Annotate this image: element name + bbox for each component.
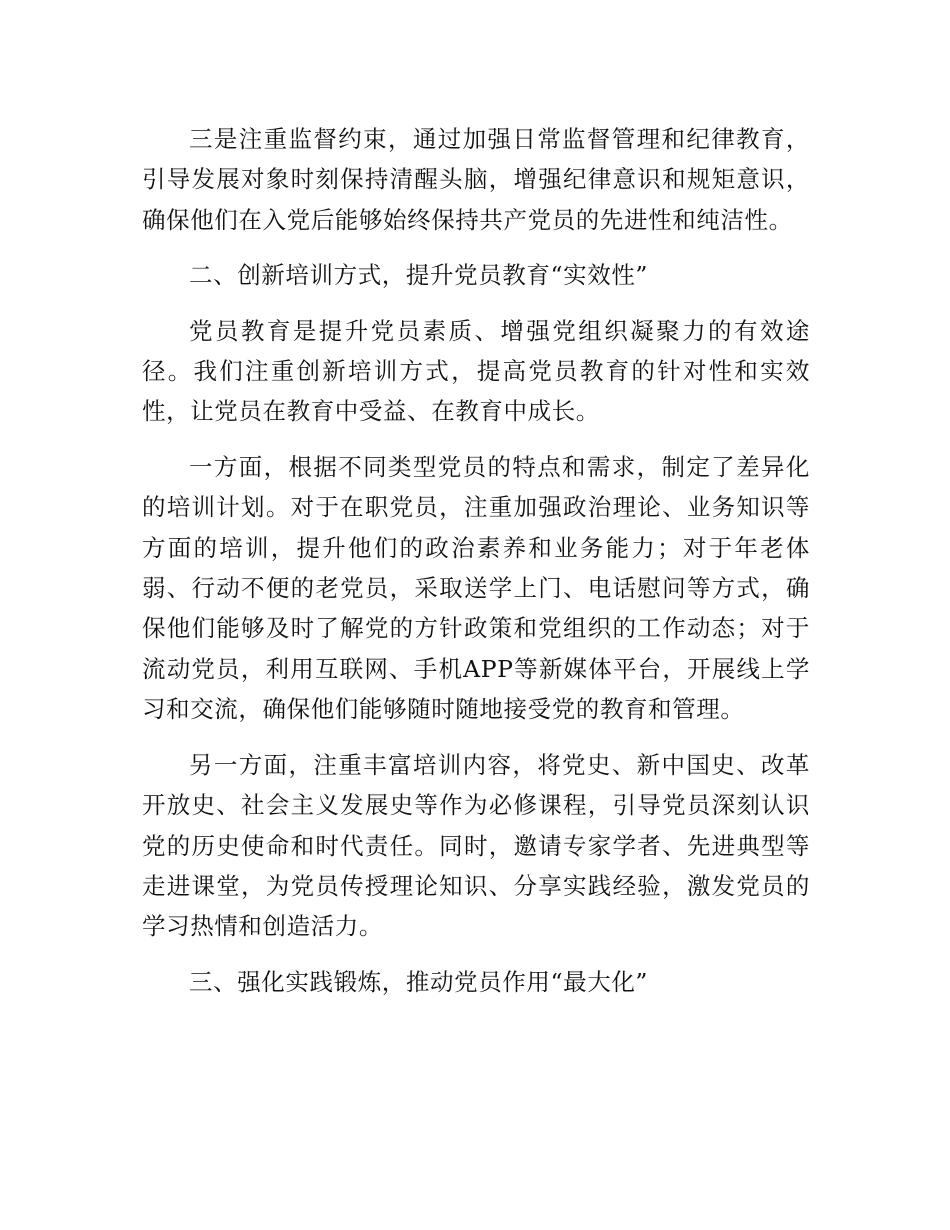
section-heading-2: 二、创新培训方式，提升党员教育“实效性” <box>189 261 649 290</box>
section-heading-3: 三、强化实践锻炼，推动党员作用“最大化” <box>189 967 649 996</box>
paragraph-differentiated-training: 一方面，根据不同类型党员的特点和需求，制定了差异化的培训计划。对于在职党员，注重加强政治理论、业务知识等方面的培训，提升他们的政治素养和业务能力；对于年老体弱、行动不便的老党员，采取送学上门、电话慰问等方式，确保他们能够及时了解党的方针政策和党组织的工作动态；对于流动党员，利用互联网、手机APP等新媒体平台，开展线上学习和交流，确保他们能够随时随地接受党的教育和管理。 <box>142 452 810 724</box>
paragraph-training-content: 另一方面，注重丰富培训内容，将党史、新中国史、改革开放史、社会主义发展史等作为必修课程，引导党员深刻认识党的历史使命和时代责任。同时，邀请专家学者、先进典型等走进课堂，为党员传授理论知识、分享实践经验，激发党员的学习热情和创造活力。 <box>142 750 810 941</box>
document-page <box>142 119 810 1017</box>
paragraph-supervision: 三是注重监督约束，通过加强日常监督管理和纪律教育，引导发展对象时刻保持清醒头脑，增强纪律意识和规矩意识，确保他们在入党后能够始终保持共产党员的先进性和纯洁性。 <box>142 125 810 234</box>
paragraph-education-intro: 党员教育是提升党员素质、增强党组织凝聚力的有效途径。我们注重创新培训方式，提高党员教育的针对性和实效性，让党员在教育中受益、在教育中成长。 <box>142 316 810 426</box>
